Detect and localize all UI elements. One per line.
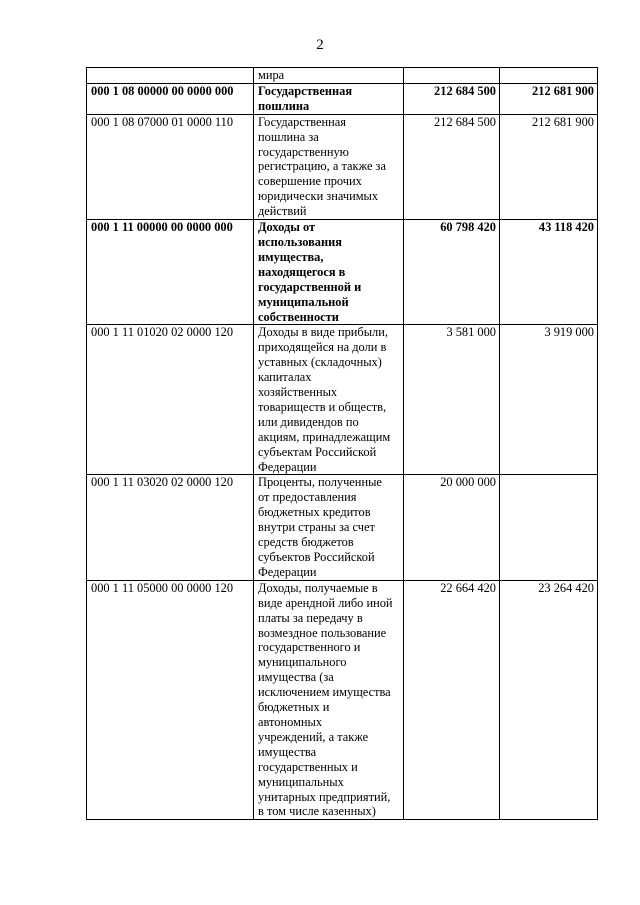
amount-cell-2: 23 264 420 xyxy=(500,580,598,820)
amount-cell-1 xyxy=(404,68,500,84)
amount-cell-1: 22 664 420 xyxy=(404,580,500,820)
table-row xyxy=(87,114,598,219)
amount-cell-1: 20 000 000 xyxy=(404,475,500,580)
amount-cell-2 xyxy=(500,68,598,84)
table-row xyxy=(87,68,598,84)
table-row xyxy=(87,220,598,325)
income-name-cell: Доходы в виде прибыли, приходящейся на доли в уставных (складочных) капиталах хозяйственных товариществ и обществ, или дивидендов по акциям, принадлежащим субъектам Российской Федерации xyxy=(254,325,404,475)
income-name-cell: Доходы от использования имущества, находящегося в государственной и муниципальной собственности xyxy=(254,220,404,325)
budget-code-cell: 000 1 11 05000 00 0000 120 xyxy=(87,580,254,820)
budget-code-cell: 000 1 11 03020 02 0000 120 xyxy=(87,475,254,580)
table-row xyxy=(87,325,598,475)
income-name-cell: Государственная пошлина xyxy=(254,83,404,114)
amount-cell-2: 3 919 000 xyxy=(500,325,598,475)
amount-cell-2: 212 681 900 xyxy=(500,114,598,219)
amount-cell-1: 212 684 500 xyxy=(404,83,500,114)
income-name-cell: мира xyxy=(254,68,404,84)
amount-cell-1: 3 581 000 xyxy=(404,325,500,475)
budget-table xyxy=(86,67,598,820)
budget-code-cell xyxy=(87,68,254,84)
page-number: 2 xyxy=(316,37,324,53)
table-row xyxy=(87,83,598,114)
budget-code-cell: 000 1 11 00000 00 0000 000 xyxy=(87,220,254,325)
income-name-cell: Проценты, полученные от предоставления бюджетных кредитов внутри страны за счет средств бюджетов субъектов Российской Федерации xyxy=(254,475,404,580)
amount-cell-2: 43 118 420 xyxy=(500,220,598,325)
table-row xyxy=(87,475,598,580)
income-name-cell: Доходы, получаемые в виде арендной либо иной платы за передачу в возмездное пользование государственного и муниципального имущества (за исключением имущества бюджетных и автономных учреждений, а также имущества государственных и муниципальных унитарных предприятий, в том числе казенных) xyxy=(254,580,404,820)
income-name-cell: Государственная пошлина за государственную регистрацию, а также за совершение прочих юридически значимых действий xyxy=(254,114,404,219)
amount-cell-1: 60 798 420 xyxy=(404,220,500,325)
amount-cell-1: 212 684 500 xyxy=(404,114,500,219)
budget-code-cell: 000 1 11 01020 02 0000 120 xyxy=(87,325,254,475)
table-row xyxy=(87,580,598,820)
budget-table-body xyxy=(87,68,598,820)
amount-cell-2 xyxy=(500,475,598,580)
budget-code-cell: 000 1 08 00000 00 0000 000 xyxy=(87,83,254,114)
amount-cell-2: 212 681 900 xyxy=(500,83,598,114)
budget-code-cell: 000 1 08 07000 01 0000 110 xyxy=(87,114,254,219)
